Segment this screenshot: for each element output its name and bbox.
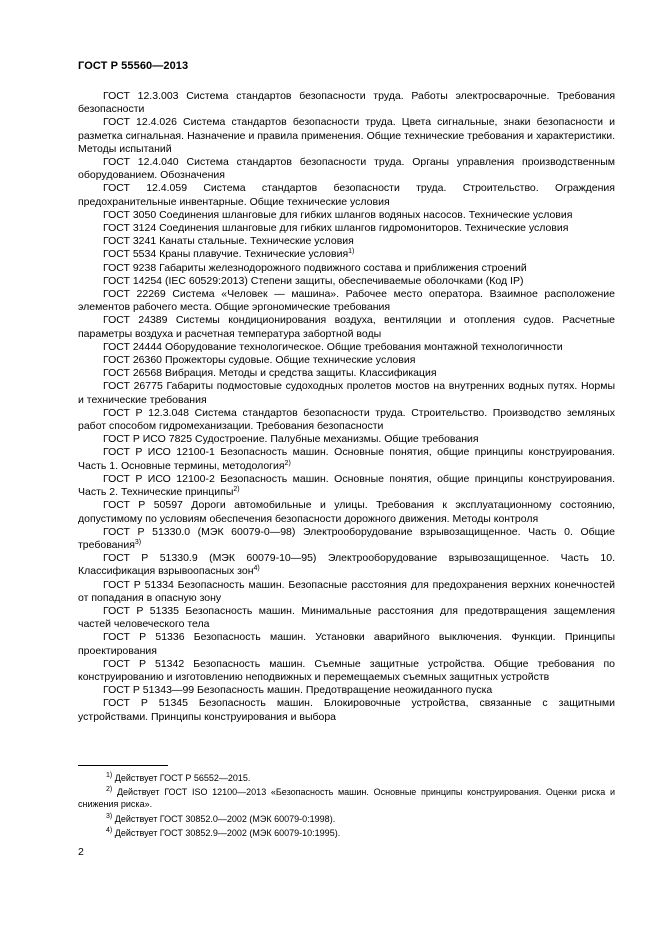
footnote-mark: 3) xyxy=(106,812,113,820)
reference-text: ГОСТ 5534 Краны плавучие. Технические условия xyxy=(103,248,349,261)
reference-item xyxy=(78,380,615,406)
reference-text: ГОСТ Р ИСО 12100-1 Безопасность машин. Основные понятия, общие принципы конструирования. Часть 1. Основные термины, методология xyxy=(78,446,615,472)
reference-item xyxy=(78,433,615,446)
reference-text: ГОСТ Р 51336 Безопасность машин. Установки аварийного выключения. Функции. Принципы проектирования xyxy=(78,631,615,657)
reference-text: ГОСТ Р 51342 Безопасность машин. Съемные защитные устройства. Общие требования по конструированию и изготовлению неподвижных и перемещаемых съемных защитных устройств xyxy=(78,657,615,683)
footnote-separator xyxy=(78,765,168,766)
reference-text: ГОСТ 9238 Габариты железнодорожного подвижного состава и приближения строений xyxy=(103,261,527,274)
footnote-text: Действует ГОСТ 30852.0—2002 (МЭК 60079-0:1998). xyxy=(114,813,336,824)
reference-item xyxy=(78,288,615,314)
reference-text: ГОСТ Р 51334 Безопасность машин. Безопасные расстояния для предохранения верхних конечностей от попадания в опасную зону xyxy=(78,578,615,604)
reference-item xyxy=(78,209,615,222)
reference-text: ГОСТ 12.4.026 Система стандартов безопасности труда. Цвета сигнальные, знаки безопасности и разметка сигнальная. Назначение и правила применения. Общие технические требования и характеристики. Методы испытаний xyxy=(78,116,615,155)
reference-item xyxy=(78,658,615,684)
reference-text: ГОСТ 12.4.040 Система стандартов безопасности труда. Органы управления производственным оборудованием. Обозначения xyxy=(78,156,615,182)
footnote-mark: 1) xyxy=(106,772,113,779)
reference-item xyxy=(78,222,615,235)
reference-item xyxy=(78,248,615,261)
reference-text: ГОСТ Р 50597 Дороги автомобильные и улицы. Требования к эксплуатационному состоянию, допустимому по условиям обеспечения безопасности дорожного движения. Методы контроля xyxy=(78,499,615,525)
reference-item xyxy=(78,684,615,697)
footnote-item xyxy=(78,786,615,810)
reference-item xyxy=(78,275,615,288)
reference-item xyxy=(78,499,615,525)
reference-text: ГОСТ Р 51330.0 (МЭК 60079-0—98) Электрооборудование взрывозащищенное. Часть 0. Общие требования xyxy=(78,525,615,551)
reference-text: ГОСТ 14254 (IEC 60529:2013) Степени защиты, обеспечиваемые оболочками (Код IP) xyxy=(103,274,524,287)
footnote-text: Действует ГОСТ ISO 12100—2013 «Безопасность машин. Основные принципы конструирования. Оценки риска и снижения риска». xyxy=(78,787,615,810)
reference-text: ГОСТ Р ИСО 7825 Судостроение. Палубные механизмы. Общие требования xyxy=(103,433,479,446)
reference-text: ГОСТ 12.3.003 Система стандартов безопасности труда. Работы электросварочные. Требования безопасности xyxy=(78,90,615,116)
reference-item xyxy=(78,262,615,275)
reference-item xyxy=(78,605,615,631)
reference-item xyxy=(78,156,615,182)
reference-item xyxy=(78,579,615,605)
reference-text: ГОСТ 26360 Прожекторы судовые. Общие технические условия xyxy=(103,354,416,367)
reference-text: ГОСТ 3241 Канаты стальные. Технические условия xyxy=(103,235,354,248)
reference-text: ГОСТ 24389 Системы кондиционирования воздуха, вентиляции и отопления судов. Расчетные параметры воздуха и расчетная температура забортной воды xyxy=(78,314,615,340)
reference-text: ГОСТ 3124 Соединения шланговые для гибких шлангов гидромониторов. Технические условия xyxy=(103,222,569,235)
footnote-mark: 3) xyxy=(134,538,142,546)
reference-item xyxy=(78,182,615,208)
footnote-item xyxy=(78,813,615,825)
page-number: 2 xyxy=(78,846,84,858)
reference-item xyxy=(78,631,615,657)
footnotes-list xyxy=(78,772,615,841)
reference-text: ГОСТ Р 51335 Безопасность машин. Минимальные расстояния для предотвращения защемления частей человеческого тела xyxy=(78,604,615,631)
reference-item xyxy=(78,473,615,499)
reference-text: ГОСТ Р 12.3.048 Система стандартов безопасности труда. Строительство. Производство земляных работ способом гидромеханизации. Требования безопасности xyxy=(78,406,615,433)
footnote-mark: 4) xyxy=(106,826,113,834)
footnote-item xyxy=(78,827,615,839)
reference-item xyxy=(78,526,615,552)
footnote-item xyxy=(78,772,615,784)
reference-item xyxy=(78,90,615,116)
reference-item xyxy=(78,354,615,367)
reference-text: ГОСТ Р 51343—99 Безопасность машин. Предотвращение неожиданного пуска xyxy=(103,684,493,697)
footnote-mark: 4) xyxy=(253,565,260,573)
footnote-text: Действует ГОСТ Р 56552—2015. xyxy=(114,773,251,783)
document-header: ГОСТ Р 55560—2013 xyxy=(78,60,189,72)
footnote-mark: 1) xyxy=(348,248,355,256)
reference-text: ГОСТ 26775 Габариты подмостовые судоходных пролетов мостов на внутренних водных путях. Нормы и технические требования xyxy=(78,380,615,406)
reference-text: ГОСТ 12.4.059 Система стандартов безопасности труда. Строительство. Ограждения предохранительные инвентарные. Общие технические условия xyxy=(78,182,615,208)
reference-item xyxy=(78,697,615,723)
footnote-text: Действует ГОСТ 30852.9—2002 (МЭК 60079-10:1995). xyxy=(114,827,341,838)
footnote-mark: 2) xyxy=(233,486,240,494)
reference-text: ГОСТ 22269 Система «Человек — машина». Рабочее место оператора. Взаимное расположение элементов рабочего места. Общие эргономические требования xyxy=(78,288,615,314)
reference-text: ГОСТ 3050 Соединения шланговые для гибких шлангов водяных насосов. Технические условия xyxy=(103,208,573,221)
reference-text: ГОСТ Р 51330.9 (МЭК 60079-10—95) Электрооборудование взрывозащищенное. Часть 10. Классификация взрывоопасных зон xyxy=(78,552,615,578)
reference-text: ГОСТ 24444 Оборудование технологическое. Общие требования монтажной технологичности xyxy=(103,340,563,353)
reference-item xyxy=(78,116,615,156)
reference-item xyxy=(78,446,615,472)
reference-item xyxy=(78,314,615,340)
reference-item xyxy=(78,341,615,354)
normative-references-list xyxy=(78,90,615,724)
reference-item xyxy=(78,552,615,578)
footnote-mark: 2) xyxy=(284,459,291,467)
reference-item xyxy=(78,367,615,380)
reference-item xyxy=(78,235,615,248)
reference-item xyxy=(78,407,615,433)
reference-text: ГОСТ Р ИСО 12100-2 Безопасность машин. Основные понятия, общие принципы конструирования. Часть 2. Технические принципы xyxy=(78,472,615,499)
reference-text: ГОСТ Р 51345 Безопасность машин. Блокировочные устройства, связанные с защитными устройствами. Принципы конструирования и выбора xyxy=(78,697,615,723)
footnote-mark: 2) xyxy=(106,786,113,794)
reference-text: ГОСТ 26568 Вибрация. Методы и средства защиты. Классификация xyxy=(103,367,437,380)
